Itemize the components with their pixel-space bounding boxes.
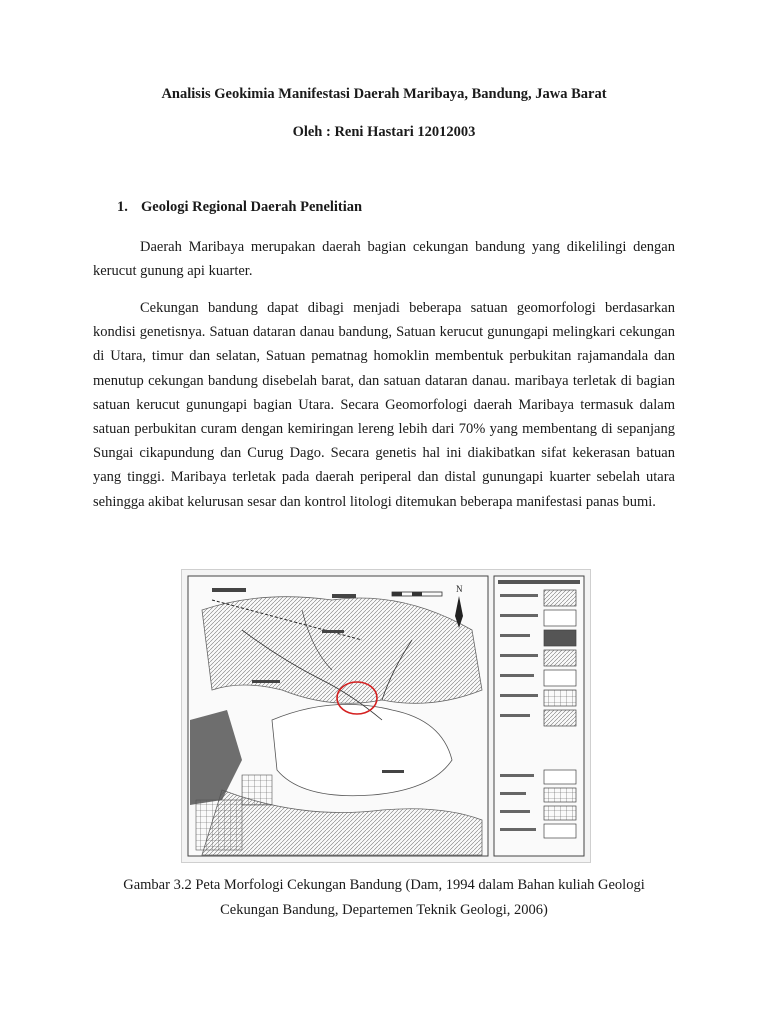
section-heading-text: Geologi Regional Daerah Penelitian — [141, 199, 363, 215]
paragraph-1: Daerah Maribaya merupakan daerah bagian cekungan bandung yang dikelilingi dengan kerucut gunung api kuarter. — [93, 239, 675, 280]
north-arrow-label: N — [456, 584, 463, 594]
figure-caption: Gambar 3.2 Peta Morfologi Cekungan Bandung (Dam, 1994 dalam Bahan kuliah Geologi Cekungan Bandung, Departemen Teknik Geologi, 2006) — [123, 877, 645, 918]
section-number: 1. — [117, 199, 128, 215]
paragraph-2: Cekungan bandung dapat dibagi menjadi beberapa satuan geomorfologi berdasarkan kondisi genetisnya. Satuan dataran danau bandung, Satuan kerucut gunungapi melingkari cekungan di Utara, timur dan selatan, Satuan pematnag homoklin membentuk perbukitan rajamandala dan menutup cekungan bandung disebelah barat, dan satuan dataran danau. maribaya terletak di bagian satuan kerucut gunungapi bagian Utara. Secara Geomorfologi daerah Maribaya termasuk dalam satuan perbukitan curam dengan kemiringan lereng lebih dari 70% yang membentang di sepanjang Sungai cikapundung dan Curug Dago. Secara genetis hal ini diakibatkan sifat kekerasan batuan yang tinggi. Maribaya terletak pada daerah periperal dan distal gunungapi kuarter sebelah utara sehingga akibat kelurusan sesar dan kontrol litologi ditemukan beberapa manifestasi panas bumi. — [93, 300, 675, 510]
document-title: Analisis Geokimia Manifestasi Daerah Maribaya, Bandung, Jawa Barat — [161, 86, 607, 102]
document-author: Oleh : Reni Hastari 12012003 — [292, 124, 476, 140]
section-heading — [117, 199, 362, 216]
morphology-map-figure — [181, 569, 591, 863]
morphology-map-image — [182, 570, 590, 862]
